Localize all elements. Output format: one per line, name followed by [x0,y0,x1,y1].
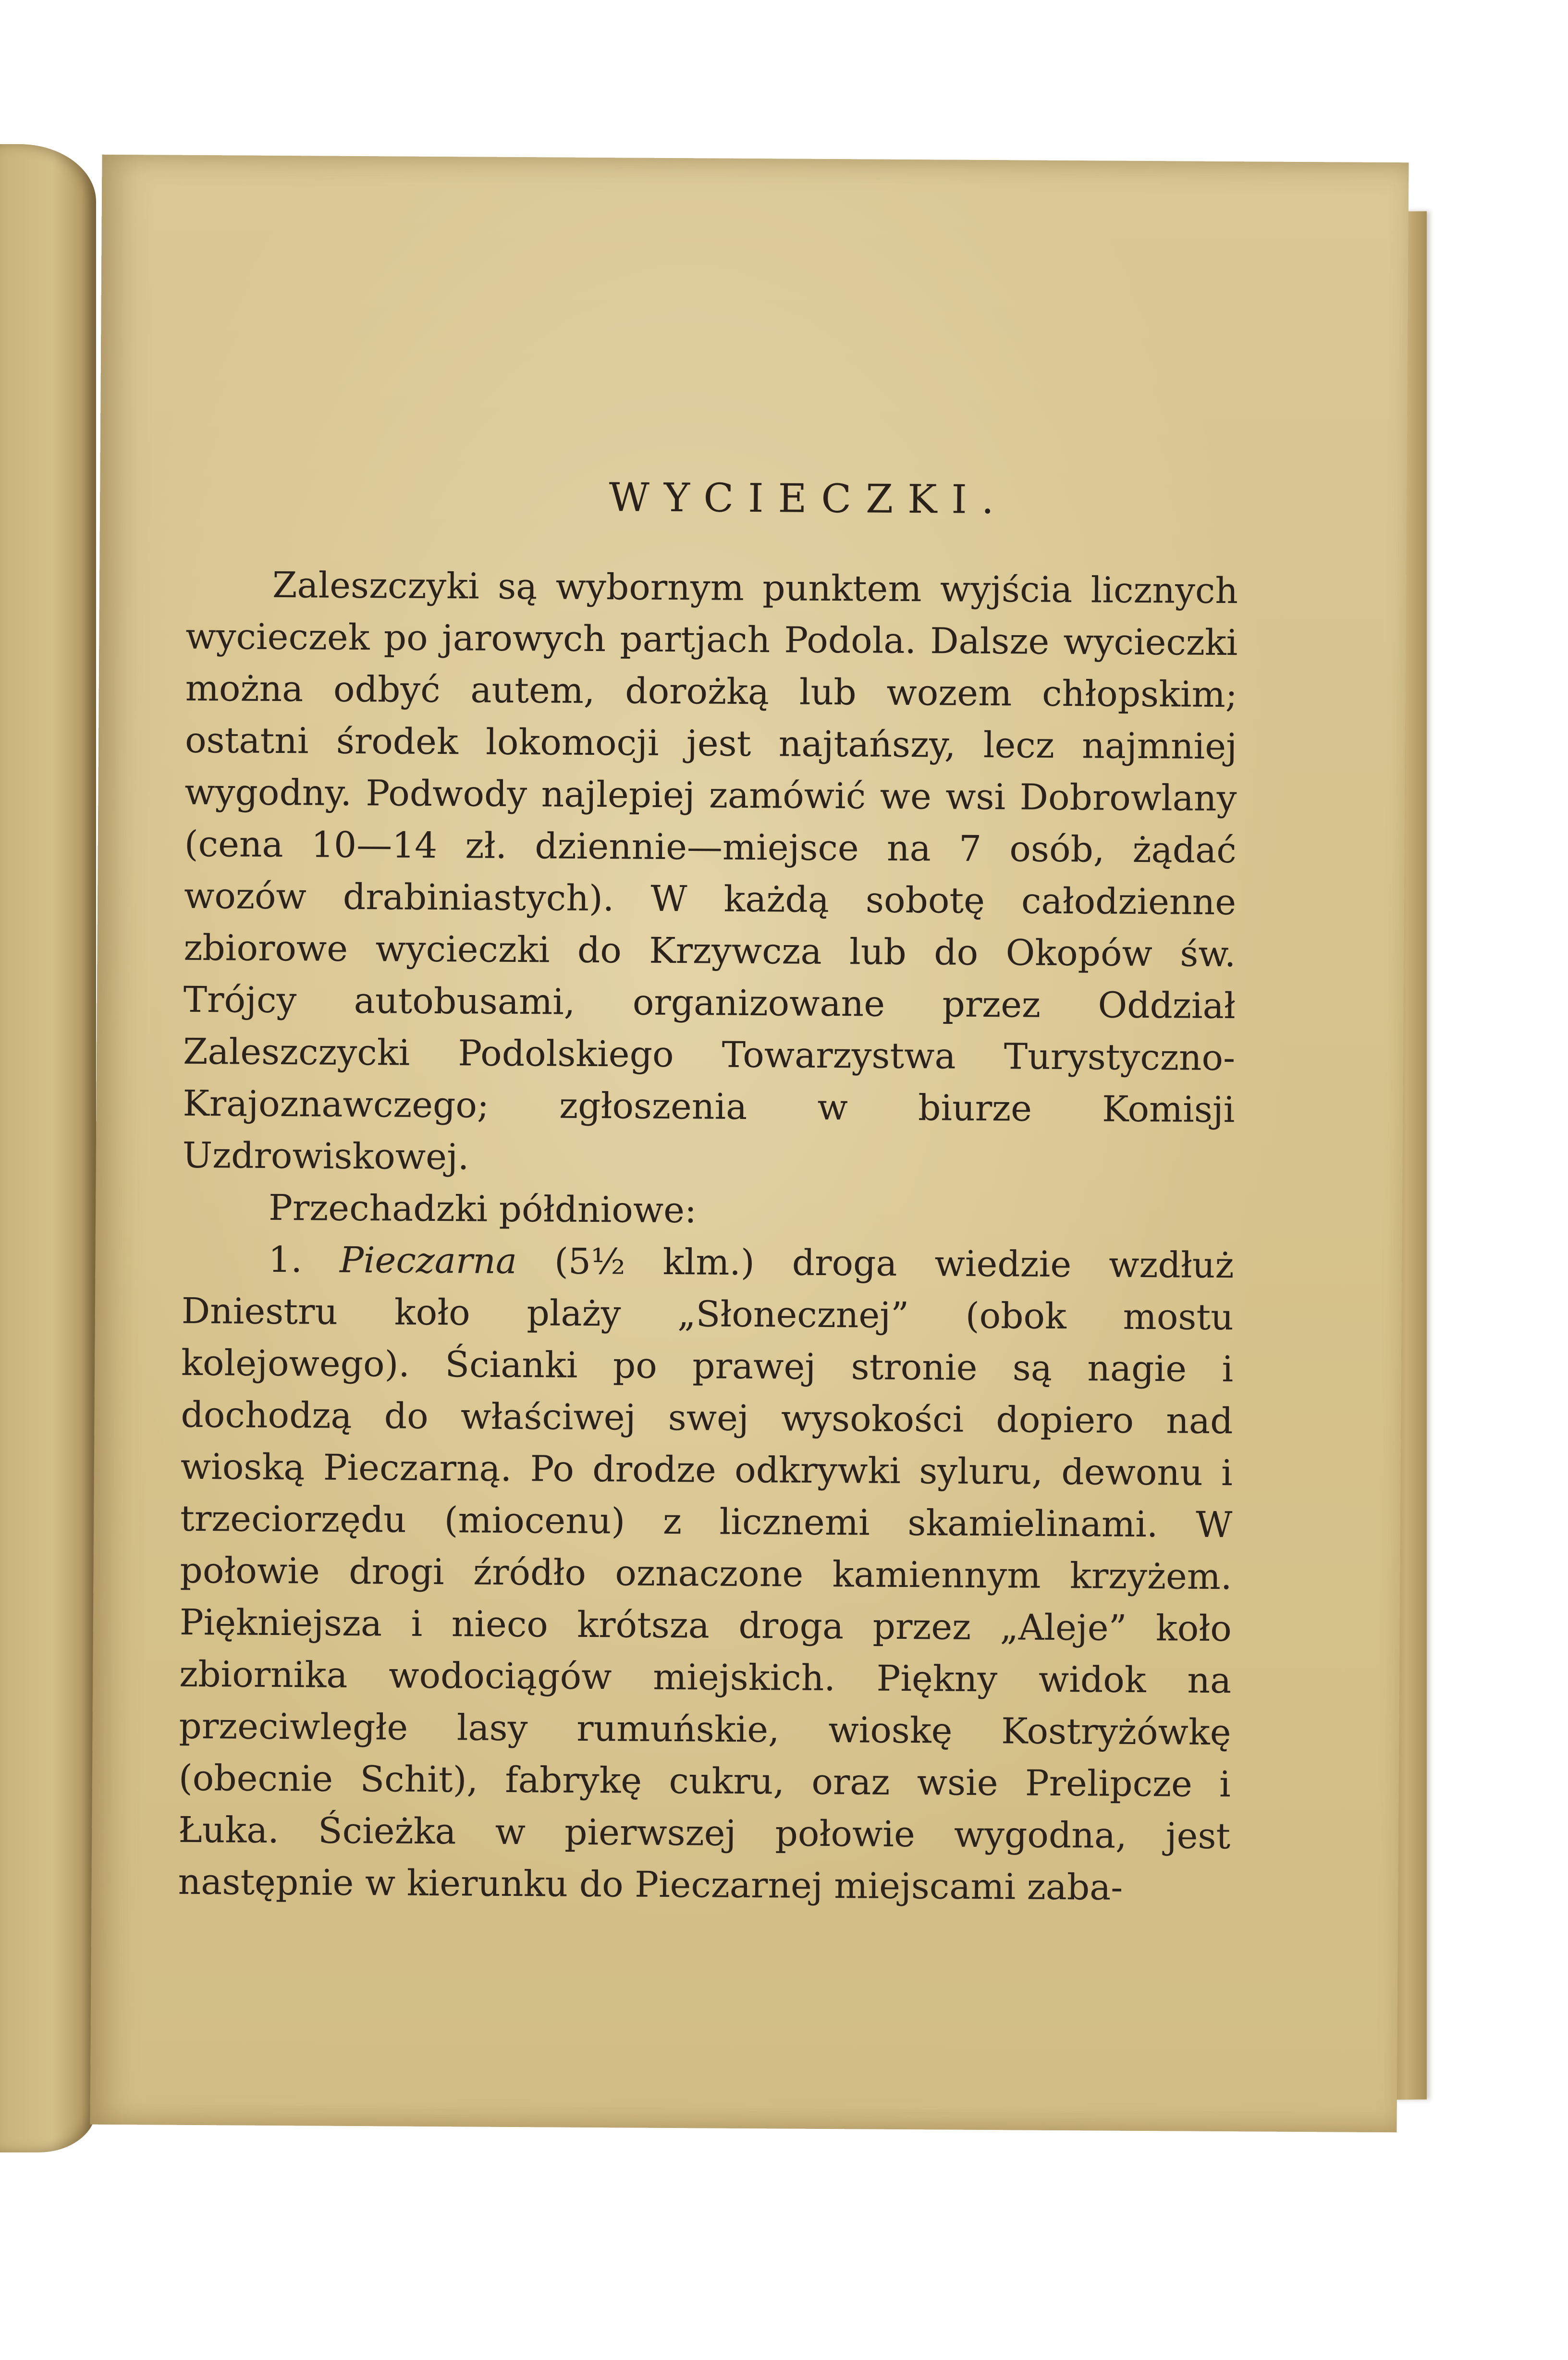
page-title: WYCIECZKI. [609,475,1009,523]
intro-paragraph: Zaleszczyki są wybornym punktem wyjścia licznych wycieczek po jarowych partjach Podola. Dalsze wycieczki można odbyć autem, dorożką lub wozem chłopskim; ostatni środek lokomocji jest najtańszy, lecz najmniej wygodny. Podwody najlepiej zamówić we wsi Dobrowlany (cena 10—14 zł. dziennie—miejsce na 7 osób, żądać wozów drabiniastych). W każdą sobotę całodzienne zbiorowe wycieczki do Krzywcza lub do Okopów św. Trójcy autobusami, organizowane przez Oddział Zaleszczycki Podolskiego Towarzystwa Turystyczno-Krajoznawczego; zgłoszenia w biurze Komisji Uzdrowiskowej. [182,564,1238,1178]
item-text: (5½ klm.) droga wiedzie wzdłuż Dniestru koło plaży „Słonecznej” (obok mostu kolejowego). Ścianki po prawej stronie są nagie i dochodzą do właściwej swej wysokości dopiero nad wioską Pieczarną. Po drodze odkrywki syluru, dewonu i trzeciorzędu (miocenu) z licznemi skamielinami. W połowie drogi źródło oznaczone kamiennym krzyżem. Piękniejsza i nieco krótsza droga przez „Aleje” koło zbiornika wodociągów miejskich. Piękny widok na przeciwległe lasy rumuńskie, wioskę Kostryżówkę (obecnie Schit), fabrykę cukru, oraz wsie Prelipcze i Łuka. Ścieżka w pierwszej połowie wygodna, jest następnie w kierunku do Pieczarnej miejscami zaba- [178,1241,1234,1908]
item-number: 1. [268,1239,303,1281]
left-page-edge [0,144,96,2152]
book-page [90,155,1409,2133]
section-heading: Przechadzki półdniowe: [268,1187,697,1231]
item-paragraph [178,1233,1234,1914]
item-title: Pieczarna [339,1239,517,1282]
body-text [178,559,1238,1914]
